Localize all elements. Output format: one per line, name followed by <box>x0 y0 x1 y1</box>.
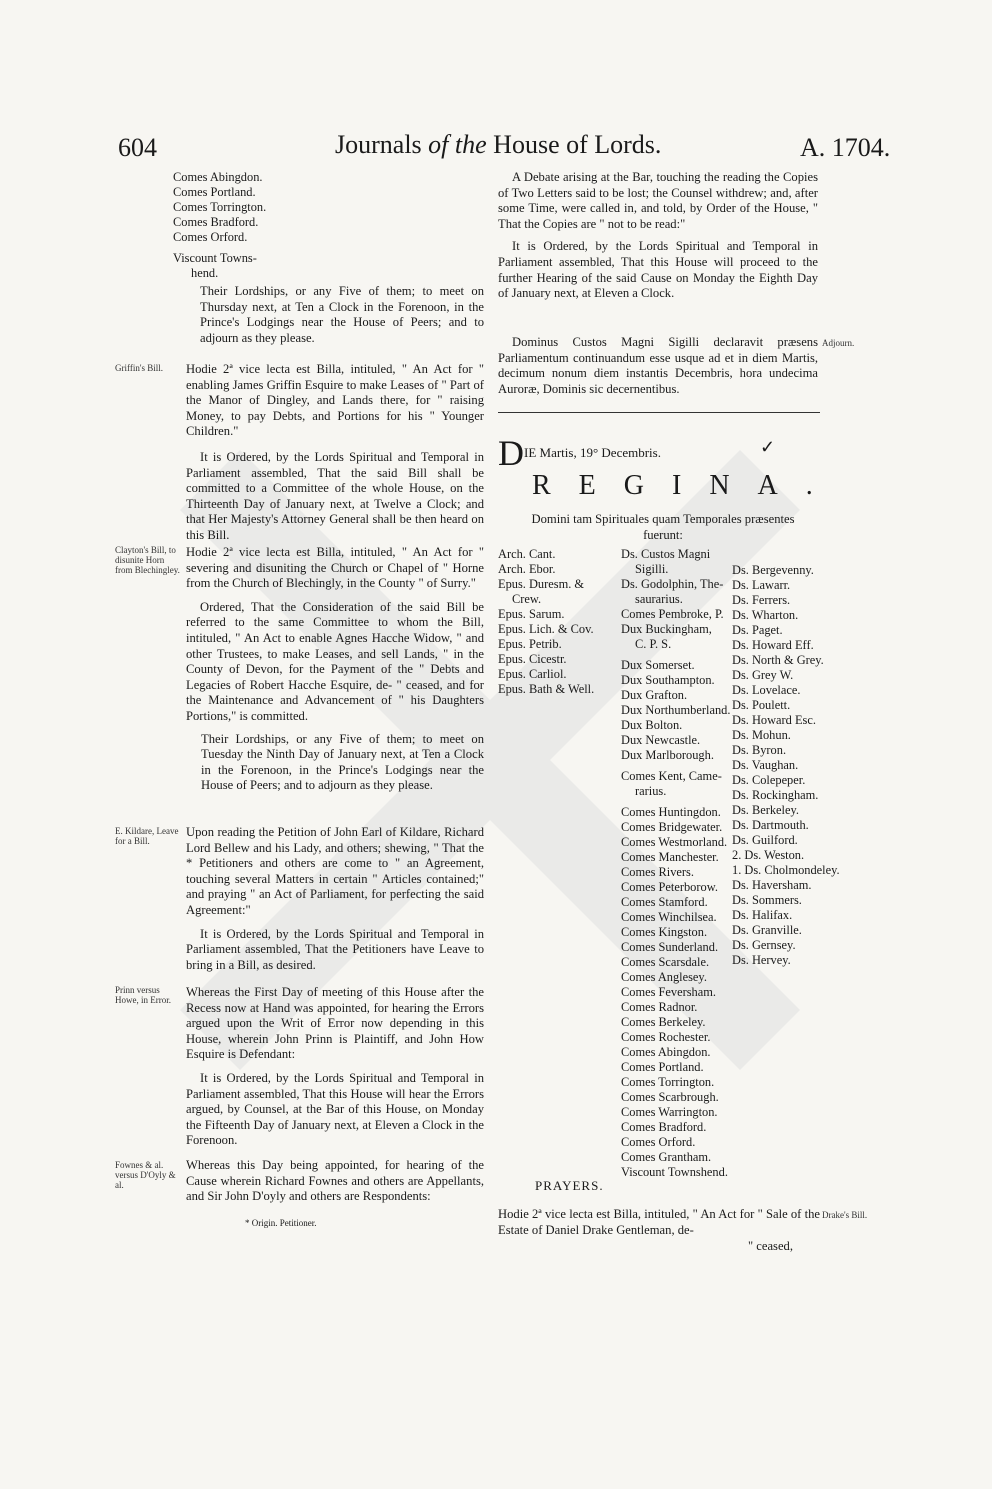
lord-entry: Crew. <box>512 592 542 606</box>
lord-entry: Comes Rochester. <box>621 1030 711 1044</box>
regina-heading: REGINA. <box>532 470 841 501</box>
lord-entry: 1. Ds. Cholmondeley. <box>732 863 840 877</box>
lord-entry: Comes Rivers. <box>621 865 694 879</box>
lord-entry: Comes Scarsdale. <box>621 955 710 969</box>
peer-line: hend. <box>191 266 219 280</box>
lord-entry: Sigilli. <box>635 562 669 576</box>
lord-entry: Epus. Cicestr. <box>498 652 567 666</box>
lord-entry: Ds. Howard Eff. <box>732 638 814 652</box>
kildare-order: It is Ordered, by the Lords Spiritual and Temporal in Parliament assembled, That the Petitioners have Leave to bring in a Bill, as desired. <box>186 926 484 972</box>
lord-entry: Comes Bridgewater. <box>621 820 723 834</box>
lord-entry: Comes Abingdon. <box>621 1045 711 1059</box>
present-heading <box>498 512 828 543</box>
griffin-order: It is Ordered, by the Lords Spiritual and Temporal in Parliament assembled, That the said Bill shall be committed to a Committee of the whole House, on the Thirteenth Day of January next, at Twelve a Clock; and that Her Majesty's Attorney General shall be then heard on this Bill. <box>186 449 484 542</box>
lord-entry: Ds. Halifax. <box>732 908 793 922</box>
lord-entry: Comes Radnor. <box>621 1000 698 1014</box>
lord-entry: Comes Feversham. <box>621 985 716 999</box>
lord-entry: Dux Southampton. <box>621 673 715 687</box>
margin-note-griffin: Griffin's Bill. <box>115 363 163 373</box>
lord-entry: Ds. Colepeper. <box>732 773 806 787</box>
lord-entry: Dux Bolton. <box>621 718 683 732</box>
drake-bill: Hodie 2ª vice lecta est Billa, intituled, " An Act for " Sale of the Estate of Daniel Drake Gentleman, de- <box>498 1207 820 1237</box>
margin-note-fownes: Fownes & al. versus D'Oyly & al. <box>115 1160 176 1190</box>
lord-entry: Ds. Vaughan. <box>732 758 799 772</box>
section-rule <box>498 412 820 413</box>
margin-note-adjourn: Adjourn. <box>822 338 855 348</box>
lord-entry: Ds. Wharton. <box>732 608 799 622</box>
griffin-section <box>186 362 484 551</box>
lord-entry: Arch. Cant. <box>498 547 556 561</box>
lord-entry: Epus. Bath & Well. <box>498 682 595 696</box>
lord-entry: Dux Somerset. <box>621 658 695 672</box>
peer-line: Comes Orford. <box>173 230 248 244</box>
lord-entry: Ds. Dartmouth. <box>732 818 809 832</box>
lord-entry: Ds. Howard Esc. <box>732 713 816 727</box>
clayton-bill: Hodie 2ª vice lecta est Billa, intituled, " An Act for " severing and disuniting the Church or Chapel of " Horne from the Church of Blechingly, in the County " of Surry." <box>186 545 484 591</box>
lord-entry: Epus. Sarum. <box>498 607 565 621</box>
lord-entry: Epus. Duresm. & <box>498 577 585 591</box>
kildare-petition: Upon reading the Petition of John Earl of Kildare, Richard Lord Bellew and his Lady, and others; shewing, " That the * Petitioners and others are come to " an Agreement, touching several Matters in certain " Articles contained;" and praying " an Act of Parliament, for perfecting the said Agreement:" <box>186 825 484 917</box>
peer-line: Viscount Towns- <box>173 251 257 265</box>
lord-entry: Ds. Bergevenny. <box>732 563 814 577</box>
lord-entry: Ds. Rockingham. <box>732 788 819 802</box>
lord-entry: Ds. Godolphin, The- <box>621 577 724 591</box>
title-of: of <box>428 130 449 159</box>
lord-entry: Epus. Petrib. <box>498 637 562 651</box>
title-prefix: Journals <box>335 130 422 159</box>
prayers-heading: PRAYERS. <box>535 1178 604 1193</box>
kildare-section <box>186 825 484 980</box>
peer-line: Comes Abingdon. <box>173 170 263 184</box>
fownes-whereas: Whereas this Day being appointed, for hearing of the Cause wherein Richard Fownes and others are Appellants, and Sir John D'oyly and others are Respondents: <box>186 1158 484 1204</box>
lord-entry: Comes Grantham. <box>621 1150 712 1164</box>
margin-note-drake: Drake's Bill. <box>822 1210 868 1220</box>
fownes-section <box>186 1158 484 1212</box>
margin-note-prinn: Prinn versus Howe, in Error. <box>115 985 171 1005</box>
lord-entry: rarius. <box>635 784 667 798</box>
footnote: * Origin. Petitioner. <box>245 1218 317 1228</box>
lord-entry: Dux Grafton. <box>621 688 688 702</box>
title-suffix: House of Lords. <box>493 130 662 159</box>
lord-entry: Comes Winchilsea. <box>621 910 717 924</box>
lord-entry: Ds. Paget. <box>732 623 783 637</box>
lord-entry: Comes Peterborow. <box>621 880 718 894</box>
lord-entry: Comes Anglesey. <box>621 970 707 984</box>
lord-entry: Comes Orford. <box>621 1135 696 1149</box>
lord-entry: Dux Northumberland. <box>621 703 731 717</box>
lord-entry: Ds. Ferrers. <box>732 593 791 607</box>
lord-entry: Ds. Grey W. <box>732 668 794 682</box>
present-line-1: Domini tam Spirituales quam Temporales præsentes <box>531 512 795 526</box>
lord-entry: Comes Portland. <box>621 1060 704 1074</box>
lord-entry: Comes Stamford. <box>621 895 708 909</box>
lord-entry: Ds. Sommers. <box>732 893 802 907</box>
lord-entry: Comes Kingston. <box>621 925 708 939</box>
present-line-2: fuerunt: <box>643 527 683 542</box>
lord-entry: C. P. S. <box>635 637 672 651</box>
lord-entry: Epus. Carliol. <box>498 667 567 681</box>
lord-entry: Comes Berkeley. <box>621 1015 706 1029</box>
lord-entry: Ds. Mohun. <box>732 728 791 742</box>
margin-note-clayton: Clayton's Bill, to disunite Horn from Blechingley. <box>115 545 180 575</box>
lord-entry: Ds. Gernsey. <box>732 938 796 952</box>
margin-note-kildare: E. Kildare, Leave for a Bill. <box>115 826 179 846</box>
committee-paragraph <box>200 284 484 353</box>
lord-entry: Comes Bradford. <box>621 1120 707 1134</box>
lord-entry: Ds. Lawarr. <box>732 578 791 592</box>
peer-list-top <box>173 170 293 281</box>
lord-entry: Ds. Byron. <box>732 743 787 757</box>
prinn-whereas: Whereas the First Day of meeting of this House after the Recess now at Hand was appointed, for hearing the Errors argued upon the Writ of Error now depending in this House, wherein John Prinn is Plaintiff, and John How Esquire is Defendant: <box>186 985 484 1062</box>
lord-entry: Ds. Granville. <box>732 923 802 937</box>
drake-section <box>498 1207 820 1255</box>
peer-line: Comes Portland. <box>173 185 256 199</box>
tick-mark: ✓ <box>760 437 776 457</box>
lord-entry: Comes Pembroke, P. <box>621 607 724 621</box>
adjournment-section <box>498 335 818 404</box>
lord-entry: Comes Huntingdon. <box>621 805 721 819</box>
lord-entry: Comes Kent, Came- <box>621 769 722 783</box>
temporal-lords-list <box>621 547 741 1180</box>
spiritual-lords-list <box>498 547 618 697</box>
running-title <box>335 130 661 160</box>
lord-entry: Dux Buckingham, <box>621 622 712 636</box>
lord-entry: Comes Warrington. <box>621 1105 718 1119</box>
lord-entry: Comes Westmorland. <box>621 835 728 849</box>
lord-entry: Comes Manchester. <box>621 850 719 864</box>
prinn-order: It is Ordered, by the Lords Spiritual and Temporal in Parliament assembled, That this House will hear the Errors argued, by Counsel, at the Bar of this House, on Monday the Fifteenth Day of January next, at Eleven a Clock in the Forenoon. <box>186 1070 484 1148</box>
lord-entry: saurarius. <box>635 592 683 606</box>
lord-entry: Dux Newcastle. <box>621 733 701 747</box>
griffin-bill: Hodie 2ª vice lecta est Billa, intituled, " An Act for " enabling James Griffin Esquire to make Leases of " Part of the Manor of Dingley, and Lands there, for " raising Money, to pay Debts, and Portions for his " Younger Children." <box>186 362 484 439</box>
lord-entry: Ds. North & Grey. <box>732 653 824 667</box>
lord-entry: Epus. Lich. & Cov. <box>498 622 594 636</box>
date-text: IE Martis, 19° Decembris. <box>524 445 661 460</box>
lord-entry: Comes Torrington. <box>621 1075 715 1089</box>
lord-entry: 2. Ds. Weston. <box>732 848 805 862</box>
lord-entry: Ds. Hervey. <box>732 953 791 967</box>
adjournment-text: Dominus Custos Magni Sigilli declaravit præsens Parliamentum continuandum esse usque ad et in diem Martis, decimum nonum diem instantis Decembris, hora undecima Auroræ, Dominis sic decernentibus. <box>498 335 818 396</box>
peer-line: Comes Torrington. <box>173 200 267 214</box>
prinn-section <box>186 985 484 1156</box>
lord-entry: Ds. Custos Magni <box>621 547 711 561</box>
debate-text: A Debate arising at the Bar, touching the reading the Copies of Two Letters said to be lost; the Counsel withdrew; and, after some Time, were called in, and told, by Order of the House, " That the Copies are " not to be read:" <box>498 170 818 231</box>
title-the: the <box>454 130 487 159</box>
lord-entry: Ds. Poulett. <box>732 698 791 712</box>
date-heading <box>498 432 661 474</box>
debate-section <box>498 170 818 309</box>
lord-entry: Ds. Haversham. <box>732 878 812 892</box>
clayton-order: Ordered, That the Consideration of the said Bill be referred to the same Committee to whom the Bill, intituled, " An Act to enable Agnes Hacche Widow, " and other Trustees, to make Leases, and sell Lands, " in the County of Devon, for the Payment of the " Debts and Legacies of Robert Hacche Esquire, de- " ceased, and for the Maintenance and Advancement of " his Daughters Portions," is committed. <box>186 599 484 723</box>
lord-entry: Arch. Ebor. <box>498 562 556 576</box>
lord-entry: Ds. Lovelace. <box>732 683 801 697</box>
lord-entry: Ds. Berkeley. <box>732 803 799 817</box>
lord-entry: Comes Scarbrough. <box>621 1090 719 1104</box>
clayton-section <box>186 545 484 801</box>
lord-entry: Ds. Guilford. <box>732 833 798 847</box>
drop-cap: D <box>498 433 524 473</box>
clayton-committee: Their Lordships, or any Five of them; to meet on Tuesday the Ninth Day of January next, at Ten a Clock in the Forenoon, in the Prince's Lodgings near the House of Peers; and to adjourn as they please. <box>201 731 484 793</box>
lord-entry: Comes Sunderland. <box>621 940 719 954</box>
lord-entry: Viscount Townshend. <box>621 1165 728 1179</box>
lord-entry: Dux Marlborough. <box>621 748 714 762</box>
further-order: It is Ordered, by the Lords Spiritual and Temporal in Parliament assembled, That this House will proceed to the further Hearing of the said Cause on Monday the Eighth Day of January next, at Eleven a Clock. <box>498 239 818 301</box>
committee-text: Their Lordships, or any Five of them; to meet on Thursday next, at Ten a Clock in the Forenoon, in the Prince's Lodgings near the House of Peers; and to adjourn as they please. <box>200 284 484 345</box>
barons-list <box>732 563 842 968</box>
drake-tail: " ceased, <box>748 1239 793 1254</box>
page-number: 604 <box>118 133 157 162</box>
peer-line: Comes Bradford. <box>173 215 259 229</box>
page-year: A. 1704. <box>800 133 891 162</box>
